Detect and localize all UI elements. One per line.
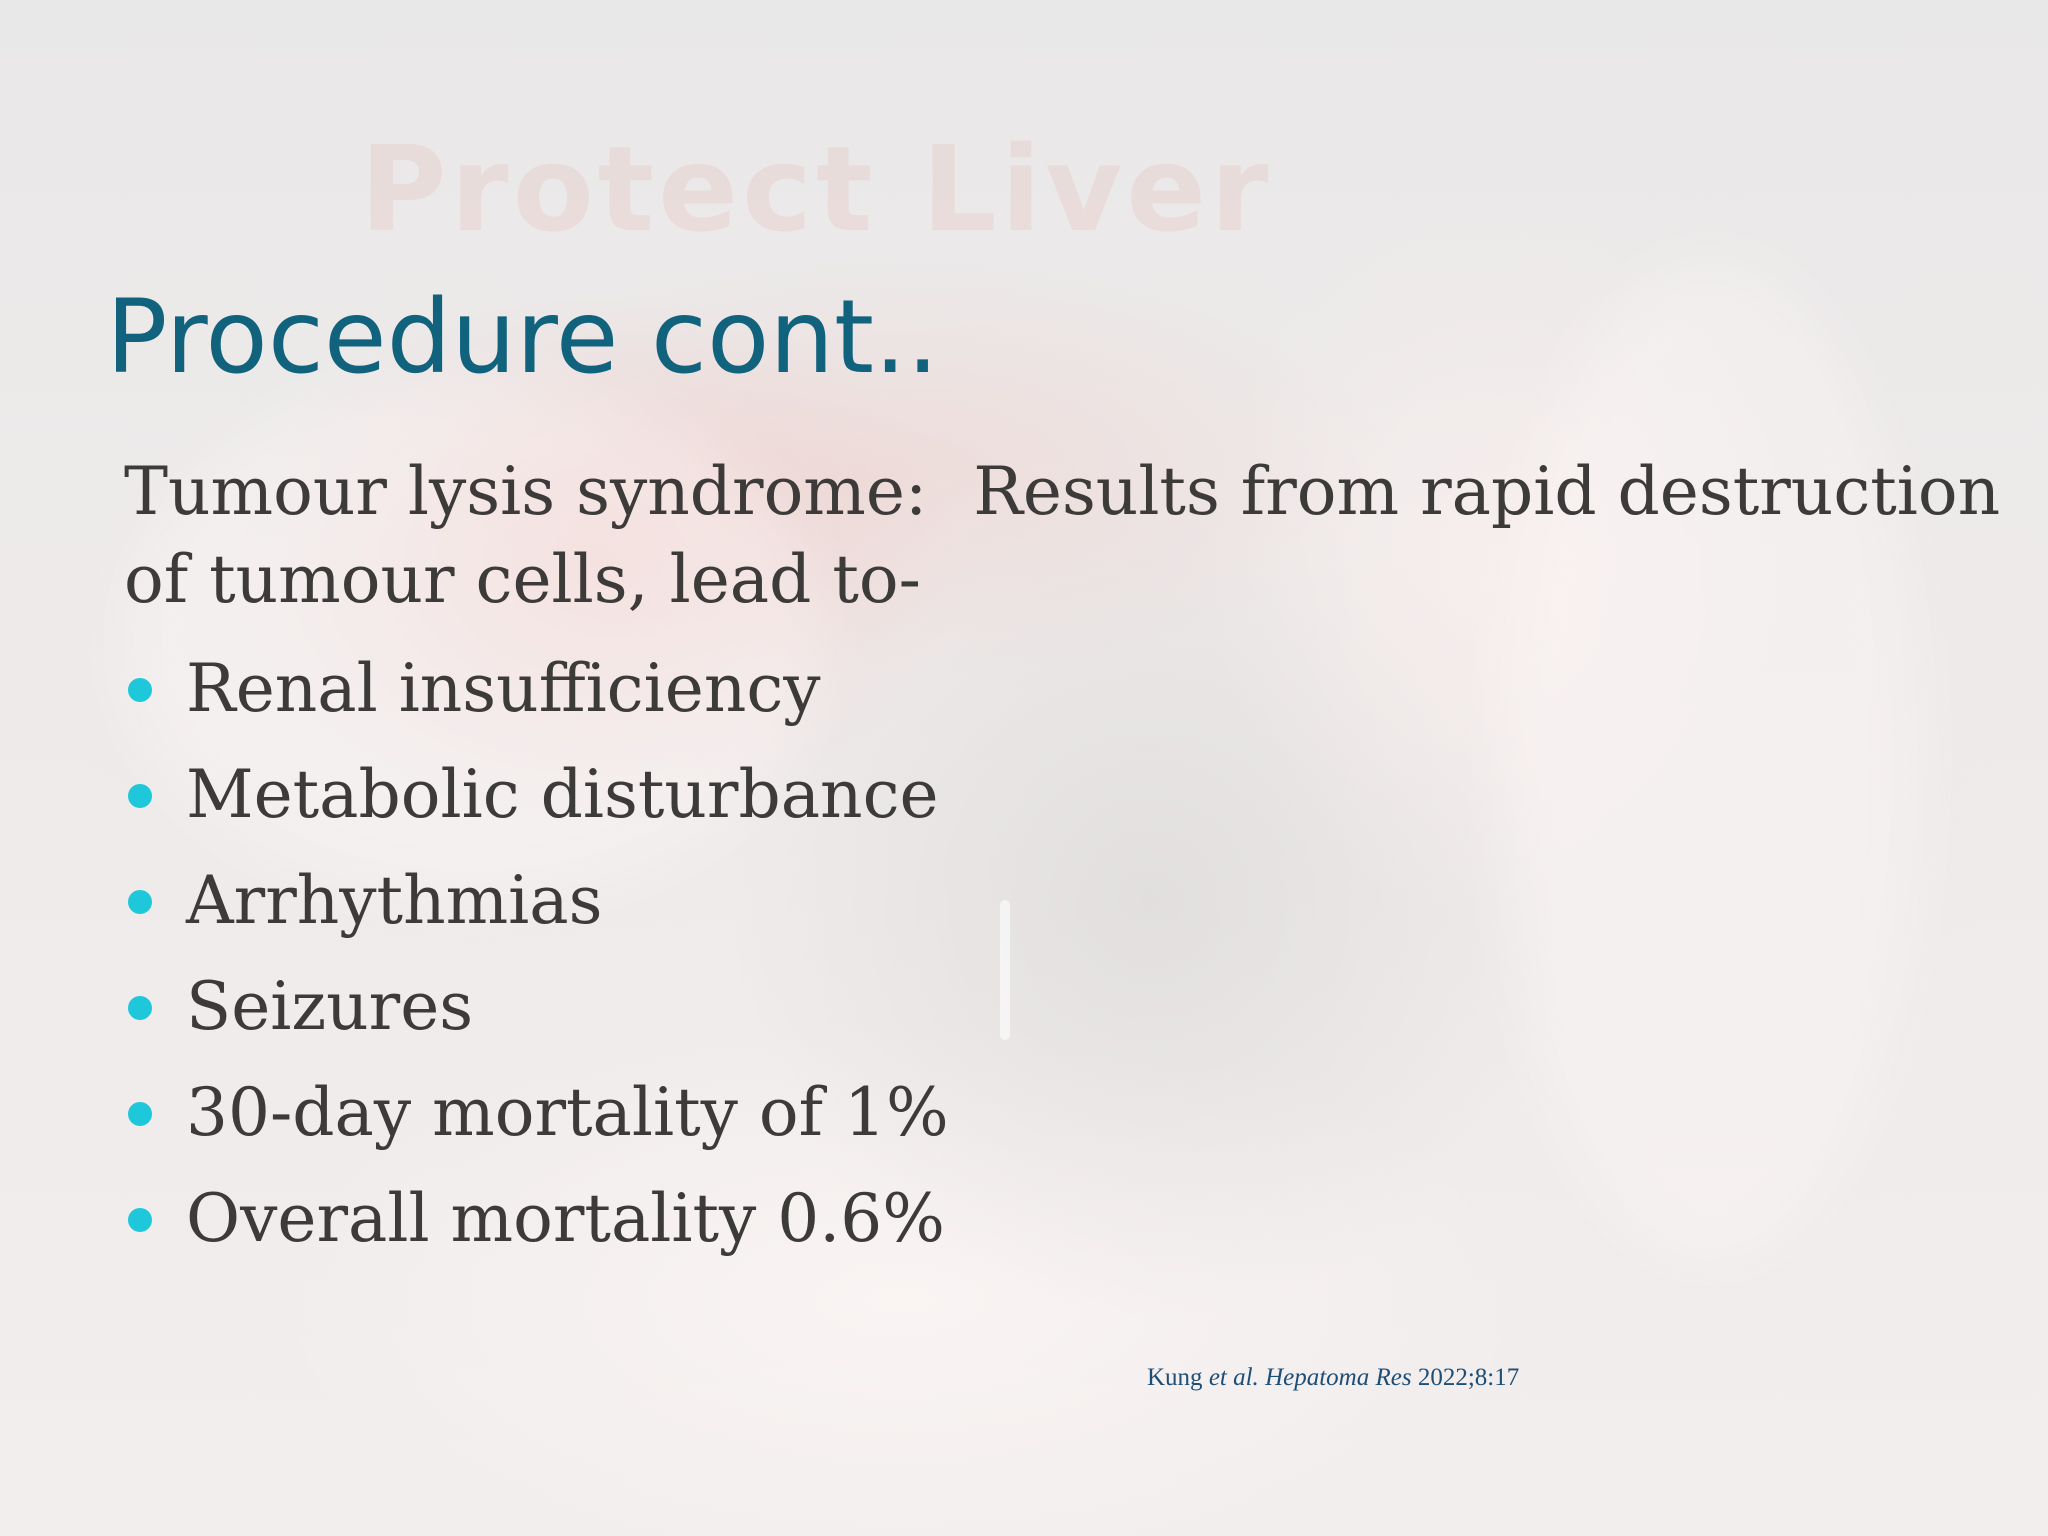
bullet-text: 30-day mortality of 1% <box>186 1074 949 1151</box>
citation-author: Kung <box>1147 1364 1209 1391</box>
bullet-list <box>124 636 1944 1272</box>
bullet-text: Metabolic disturbance <box>186 756 939 833</box>
bullet-text: Renal insufficiency <box>186 650 821 727</box>
intro-line-2: of tumour cells, lead to- <box>124 541 921 618</box>
bullet-dot-icon <box>128 784 152 808</box>
bullet-dot-icon <box>128 890 152 914</box>
bullet-item <box>124 636 1944 742</box>
bullet-dot-icon <box>128 1208 152 1232</box>
bullet-item <box>124 1060 1944 1166</box>
bullet-dot-icon <box>128 996 152 1020</box>
bullet-item <box>124 742 1944 848</box>
bullet-item <box>124 848 1944 954</box>
bullet-item <box>124 1166 1944 1272</box>
bullet-dot-icon <box>128 1102 152 1126</box>
slide-body <box>124 448 2001 1272</box>
citation <box>1147 1364 1519 1392</box>
intro-line-1 <box>124 448 2001 536</box>
background-watermark: Protect Liver <box>360 120 1273 258</box>
intro-term: Tumour lysis syndrome: <box>124 453 928 530</box>
bullet-item <box>124 954 1944 1060</box>
bullet-text: Arrhythmias <box>186 862 603 939</box>
citation-etal: et al. <box>1208 1364 1259 1391</box>
bullet-dot-icon <box>128 678 152 702</box>
citation-journal: Hepatoma Res <box>1258 1364 1412 1391</box>
bullet-text: Seizures <box>186 968 474 1045</box>
intro-definition: Results from rapid destruction <box>973 453 2001 530</box>
citation-ref: 2022;8:17 <box>1411 1364 1520 1391</box>
slide-title: Procedure cont.. <box>106 278 939 397</box>
bullet-text: Overall mortality 0.6% <box>186 1180 945 1257</box>
